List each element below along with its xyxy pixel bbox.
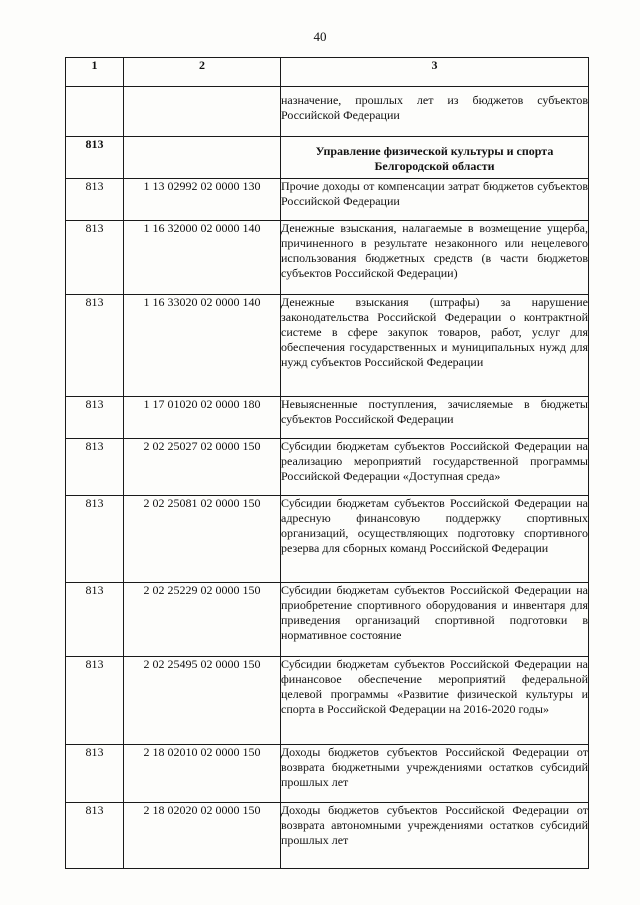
admin-code-cell: 813 bbox=[66, 657, 124, 745]
budget-classification-code-cell bbox=[124, 87, 281, 137]
table-row bbox=[66, 496, 589, 583]
column-header-3: 3 bbox=[281, 58, 589, 87]
page-number: 40 bbox=[313, 29, 327, 44]
revenue-description-cell: Субсидии бюджетам субъектов Российской Федерации на реализацию мероприятий государственной программы Российской Федерации «Доступная среда» bbox=[281, 439, 589, 496]
table-row bbox=[66, 87, 589, 137]
admin-code-cell: 813 bbox=[66, 295, 124, 397]
revenue-code-table bbox=[65, 57, 589, 869]
table-row bbox=[66, 295, 589, 397]
revenue-description-cell: Субсидии бюджетам субъектов Российской Федерации на адресную финансовую поддержку спортивных организаций, осуществляющих подготовку спортивного резерва для сборных команд Российской Федерации bbox=[281, 496, 589, 583]
table-row bbox=[66, 745, 589, 803]
table-header-row bbox=[66, 58, 589, 87]
revenue-description-cell: Доходы бюджетов субъектов Российской Федерации от возврата автономными учреждениями остатков субсидий прошлых лет bbox=[281, 803, 589, 869]
table-row bbox=[66, 583, 589, 657]
budget-classification-code-cell: 2 18 02020 02 0000 150 bbox=[124, 803, 281, 869]
budget-classification-code-cell: 2 18 02010 02 0000 150 bbox=[124, 745, 281, 803]
admin-code-cell: 813 bbox=[66, 439, 124, 496]
budget-classification-code-cell: 1 13 02992 02 0000 130 bbox=[124, 179, 281, 221]
budget-classification-code-cell: 1 17 01020 02 0000 180 bbox=[124, 397, 281, 439]
revenue-description-cell: Невыясненные поступления, зачисляемые в бюджеты субъектов Российской Федерации bbox=[281, 397, 589, 439]
revenue-description-cell: Денежные взыскания, налагаемые в возмещение ущерба, причиненного в результате незаконного или нецелевого использования бюджетных средств (в части бюджетов субъектов Российской Федерации) bbox=[281, 221, 589, 295]
section-header-row bbox=[66, 137, 589, 179]
revenue-description-cell: Денежные взыскания (штрафы) за нарушение законодательства Российской Федерации о контрактной системе в сфере закупок товаров, работ, услуг для обеспечения государственных и муниципальных нужд для нужд субъектов Российской Федерации bbox=[281, 295, 589, 397]
admin-code-cell: 813 bbox=[66, 496, 124, 583]
admin-code-cell: 813 bbox=[66, 803, 124, 869]
revenue-description-cell: назначение, прошлых лет из бюджетов субъектов Российской Федерации bbox=[281, 87, 589, 137]
table-row bbox=[66, 397, 589, 439]
admin-code-cell: 813 bbox=[66, 745, 124, 803]
revenue-description-cell: Доходы бюджетов субъектов Российской Федерации от возврата бюджетными учреждениями остатков субсидий прошлых лет bbox=[281, 745, 589, 803]
table-row bbox=[66, 221, 589, 295]
admin-code-cell: 813 bbox=[66, 583, 124, 657]
budget-classification-code-cell: 2 02 25027 02 0000 150 bbox=[124, 439, 281, 496]
table-row bbox=[66, 439, 589, 496]
budget-classification-code-cell: 1 16 32000 02 0000 140 bbox=[124, 221, 281, 295]
admin-code-cell: 813 bbox=[66, 179, 124, 221]
revenue-description-cell: Субсидии бюджетам субъектов Российской Федерации на финансовое обеспечение мероприятий федеральной целевой программы «Развитие физической культуры и спорта в Российской Федерации на 2016-2020 годы» bbox=[281, 657, 589, 745]
revenue-description-cell: Субсидии бюджетам субъектов Российской Федерации на приобретение спортивного оборудования и инвентаря для приведения организаций спортивной подготовки в нормативное состояние bbox=[281, 583, 589, 657]
revenue-description-cell: Прочие доходы от компенсации затрат бюджетов субъектов Российской Федерации bbox=[281, 179, 589, 221]
budget-classification-code-cell: 2 02 25229 02 0000 150 bbox=[124, 583, 281, 657]
table-row bbox=[66, 179, 589, 221]
column-header-2: 2 bbox=[124, 58, 281, 87]
budget-classification-code-cell: 2 02 25495 02 0000 150 bbox=[124, 657, 281, 745]
admin-code-cell bbox=[66, 87, 124, 137]
admin-code-cell: 813 bbox=[66, 137, 124, 179]
column-header-1: 1 bbox=[66, 58, 124, 87]
section-title-cell: Управление физической культуры и спорта Белгородской области bbox=[281, 137, 589, 179]
admin-code-cell: 813 bbox=[66, 397, 124, 439]
budget-classification-code-cell bbox=[124, 137, 281, 179]
table-row bbox=[66, 657, 589, 745]
budget-classification-code-cell: 2 02 25081 02 0000 150 bbox=[124, 496, 281, 583]
admin-code-cell: 813 bbox=[66, 221, 124, 295]
table-row bbox=[66, 803, 589, 869]
table-body bbox=[66, 87, 589, 869]
budget-classification-code-cell: 1 16 33020 02 0000 140 bbox=[124, 295, 281, 397]
